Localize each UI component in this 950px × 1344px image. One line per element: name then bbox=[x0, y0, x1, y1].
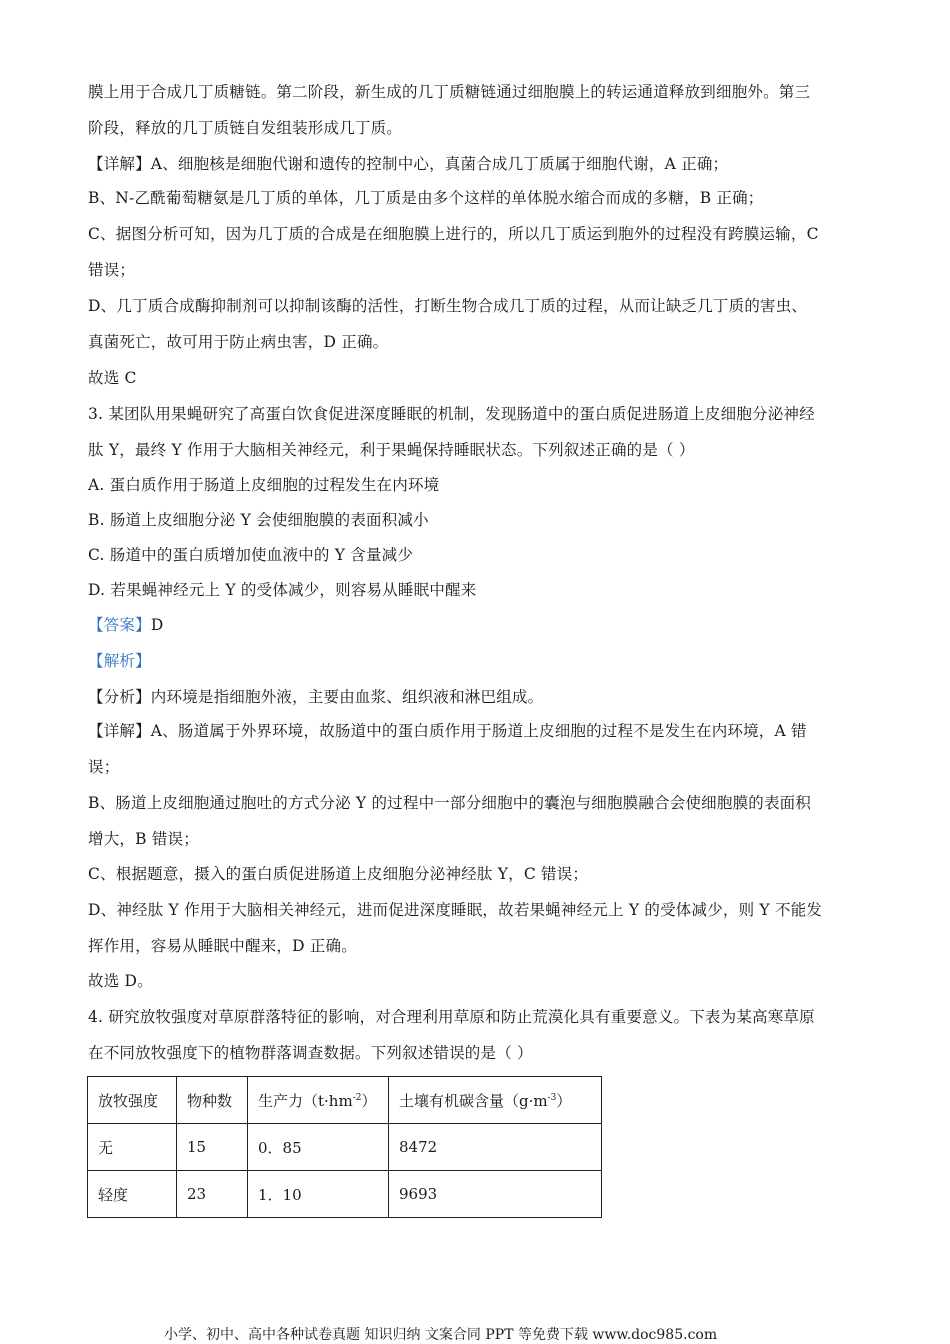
table-header-cell: 土壤有机碳含量$(g\cdot m^{-3})$ bbox=[389, 1077, 602, 1124]
text-line: 真菌死亡，故可用于防止病虫害，D 正确。 bbox=[88, 333, 389, 351]
page-footer: 小学、初中、高中各种试卷真题 知识归纳 文案合同 PPT 等免费下载 www.doc985.com bbox=[164, 1327, 718, 1343]
table-cell: 无 bbox=[88, 1124, 177, 1171]
text-line: D、神经肽 Y 作用于大脑相关神经元，进而促进深度睡眠，故若果蝇神经元上 Y 的受体减少，则 Y 不能发 bbox=[88, 901, 823, 919]
text-line: 【详解】A、肠道属于外界环境，故肠道中的蛋白质作用于肠道上皮细胞的过程不是发生在内环境，A 错 bbox=[88, 722, 807, 740]
analysis-label: 【解析】 bbox=[88, 652, 151, 670]
question-4-stem: 在不同放牧强度下的植物群落调查数据。下列叙述错误的是（ ） bbox=[88, 1044, 533, 1062]
table-header-cell: 物种数 bbox=[177, 1077, 248, 1124]
table-row bbox=[88, 1124, 602, 1171]
table-cell: 23 bbox=[177, 1171, 248, 1218]
option-b: B. 肠道上皮细胞分泌 Y 会使细胞膜的表面积减小 bbox=[88, 511, 429, 529]
text-line: 故选 D。 bbox=[88, 972, 153, 990]
question-3-stem: 肽 Y，最终 Y 作用于大脑相关神经元，利于果蝇保持睡眠状态。下列叙述正确的是（ ） bbox=[88, 441, 695, 459]
text-line: D、几丁质合成酶抑制剂可以抑制该酶的活性，打断生物合成几丁质的过程，从而让缺乏几丁质的害虫、 bbox=[88, 297, 808, 315]
text-line: 膜上用于合成几丁质糖链。第二阶段，新生成的几丁质糖链通过细胞膜上的转运通道释放到细胞外。第三 bbox=[88, 83, 811, 101]
table-header-cell: 放牧强度 bbox=[88, 1077, 177, 1124]
table-cell: 0．85 bbox=[248, 1124, 389, 1171]
text-line: B、肠道上皮细胞通过胞吐的方式分泌 Y 的过程中一部分细胞中的囊泡与细胞膜融合会使细胞膜的表面积 bbox=[88, 794, 812, 812]
text-line: 误； bbox=[88, 758, 120, 776]
answer-value: D bbox=[150, 616, 164, 634]
option-c: C. 肠道中的蛋白质增加使血液中的 Y 含量减少 bbox=[88, 546, 414, 564]
answer-label: 【答案】 bbox=[88, 616, 151, 634]
text-line: C、根据题意，摄入的蛋白质促进肠道上皮细胞分泌神经肽 Y，C 错误； bbox=[88, 865, 589, 883]
text-line: 阶段，释放的几丁质链自发组装形成几丁质。 bbox=[88, 119, 403, 137]
text-line: 增大，B 错误； bbox=[88, 830, 199, 848]
option-a: A. 蛋白质作用于肠道上皮细胞的过程发生在内环境 bbox=[88, 476, 440, 494]
text-line: 【详解】A、细胞核是细胞代谢和遗传的控制中心，真菌合成几丁质属于细胞代谢，A 正确； bbox=[88, 155, 729, 173]
text-line: 【分析】内环境是指细胞外液，主要由血浆、组织液和淋巴组成。 bbox=[88, 688, 544, 706]
table-cell: 9693 bbox=[389, 1171, 602, 1218]
table-header-cell: 生产力$(t\cdot hm^{-2})$ bbox=[248, 1077, 389, 1124]
text-line: 错误； bbox=[88, 261, 136, 279]
answer-line bbox=[88, 615, 163, 635]
question-4-stem: 4. 研究放牧强度对草原群落特征的影响，对合理利用草原和防止荒漠化具有重要意义。下表为某高寒草原 bbox=[88, 1008, 815, 1026]
option-d: D. 若果蝇神经元上 Y 的受体减少，则容易从睡眠中醒来 bbox=[88, 581, 477, 599]
table-cell: 轻度 bbox=[88, 1171, 177, 1218]
grazing-table bbox=[87, 1076, 602, 1218]
table-cell: 1．10 bbox=[248, 1171, 389, 1218]
text-line: 挥作用，容易从睡眠中醒来，D 正确。 bbox=[88, 937, 357, 955]
table-row bbox=[88, 1171, 602, 1218]
text-line: 故选 C bbox=[88, 369, 137, 387]
question-3-stem: 3. 某团队用果蝇研究了高蛋白饮食促进深度睡眠的机制，发现肠道中的蛋白质促进肠道上皮细胞分泌神经 bbox=[88, 405, 815, 423]
text-line: B、N-乙酰葡萄糖氨是几丁质的单体，几丁质是由多个这样的单体脱水缩合而成的多糖，B 正确； bbox=[88, 189, 764, 207]
table-cell: 15 bbox=[177, 1124, 248, 1171]
text-line: C、据图分析可知，因为几丁质的合成是在细胞膜上进行的，所以几丁质运到胞外的过程没有跨膜运输，C bbox=[88, 225, 819, 243]
table-header-row bbox=[88, 1077, 602, 1124]
table-cell: 8472 bbox=[389, 1124, 602, 1171]
